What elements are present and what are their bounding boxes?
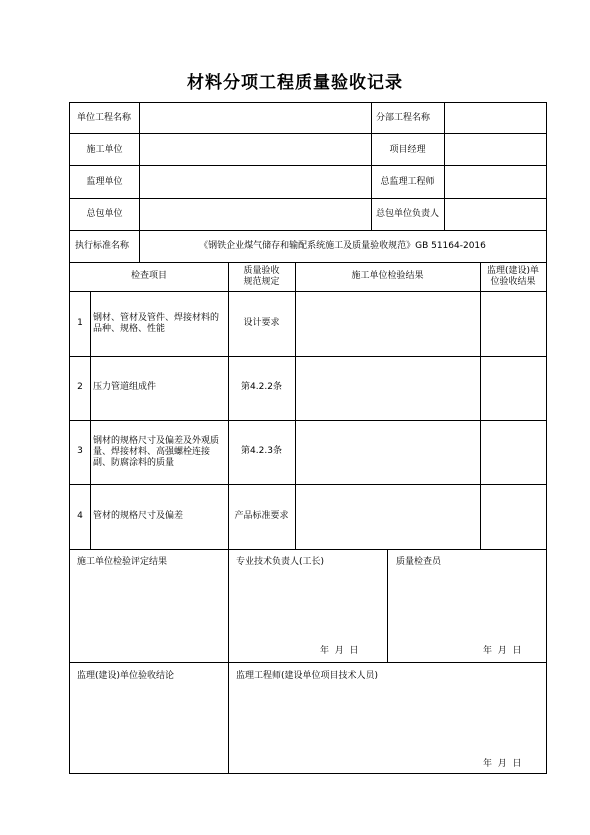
row-3-spec: 第4.2.3条 <box>241 446 282 456</box>
col-divider <box>139 103 140 262</box>
row-2-item: 压力管道组成件 <box>93 382 157 392</box>
col-header-supervision-1: 监理(建设)单 <box>486 266 540 276</box>
inspector-label: 质量检查员 <box>396 557 442 567</box>
supervision-unit-label: 监理单位 <box>86 177 123 187</box>
row-4-number: 4 <box>77 511 83 521</box>
row-3-item: 钢材的规格尺寸及偏差及外观质量、焊接材料、高强螺栓连接副、防腐涂料的质量 <box>93 436 220 468</box>
chief-supervisor-label: 总监理工程师 <box>380 177 435 187</box>
col-divider <box>444 103 445 230</box>
col-divider <box>228 262 229 549</box>
row-1-item: 钢材、管材及管件、焊接材料的品种、规格、性能 <box>93 313 220 334</box>
row-1-number: 1 <box>77 318 83 328</box>
row-divider <box>70 133 546 134</box>
project-manager-label: 项目经理 <box>389 145 426 155</box>
construction-unit-label: 施工单位 <box>86 145 123 155</box>
row-divider <box>70 420 546 421</box>
col-header-item: 检查项目 <box>130 271 167 281</box>
standard-label: 执行标准名称 <box>75 241 130 251</box>
row-3-number: 3 <box>77 446 83 456</box>
row-4-spec: 产品标准要求 <box>234 511 289 521</box>
col-divider <box>480 262 481 549</box>
page-title: 材料分项工程质量验收记录 <box>187 73 403 93</box>
row-divider <box>70 165 546 166</box>
col-header-supervision-2: 位验收结果 <box>490 277 536 287</box>
col-divider <box>387 549 388 662</box>
col-divider <box>295 262 296 549</box>
row-divider <box>70 484 546 485</box>
row-divider <box>70 262 546 263</box>
gc-responsible-label: 总包单位负责人 <box>375 209 439 219</box>
row-2-spec: 第4.2.2条 <box>241 382 282 392</box>
general-contractor-label: 总包单位 <box>86 209 123 219</box>
supervision-engineer-label: 监理工程师(建设单位项目技术人员) <box>236 671 379 681</box>
inspection-form <box>69 102 547 774</box>
supervision-conclusion-label: 监理(建设)单位验收结论 <box>77 671 175 681</box>
date-tech-lead: 年 月 日 <box>320 646 359 656</box>
sub-project-label: 分部工程名称 <box>376 113 431 123</box>
col-header-quality-2: 规范规定 <box>243 277 280 287</box>
date-supervision: 年 月 日 <box>483 759 522 769</box>
col-header-quality-1: 质量验收 <box>243 266 280 276</box>
row-divider <box>70 662 546 663</box>
row-divider <box>70 356 546 357</box>
row-divider <box>70 198 546 199</box>
standard-value: 《钢铁企业煤气储存和输配系统施工及质量验收规范》GB 51164-2016 <box>199 241 486 251</box>
row-1-spec: 设计要求 <box>243 318 280 328</box>
row-4-item: 管材的规格尺寸及偏差 <box>93 511 184 521</box>
construction-eval-label: 施工单位检验评定结果 <box>77 557 168 567</box>
col-header-construction-result: 施工单位检验结果 <box>351 271 424 281</box>
date-inspector: 年 月 日 <box>483 646 522 656</box>
tech-lead-label: 专业技术负责人(工长) <box>236 557 325 567</box>
row-divider <box>70 549 546 550</box>
col-divider <box>90 291 91 549</box>
row-divider <box>70 291 546 292</box>
row-divider <box>70 230 546 231</box>
col-divider <box>228 549 229 774</box>
row-2-number: 2 <box>77 382 83 392</box>
unit-project-label: 单位工程名称 <box>77 113 132 123</box>
